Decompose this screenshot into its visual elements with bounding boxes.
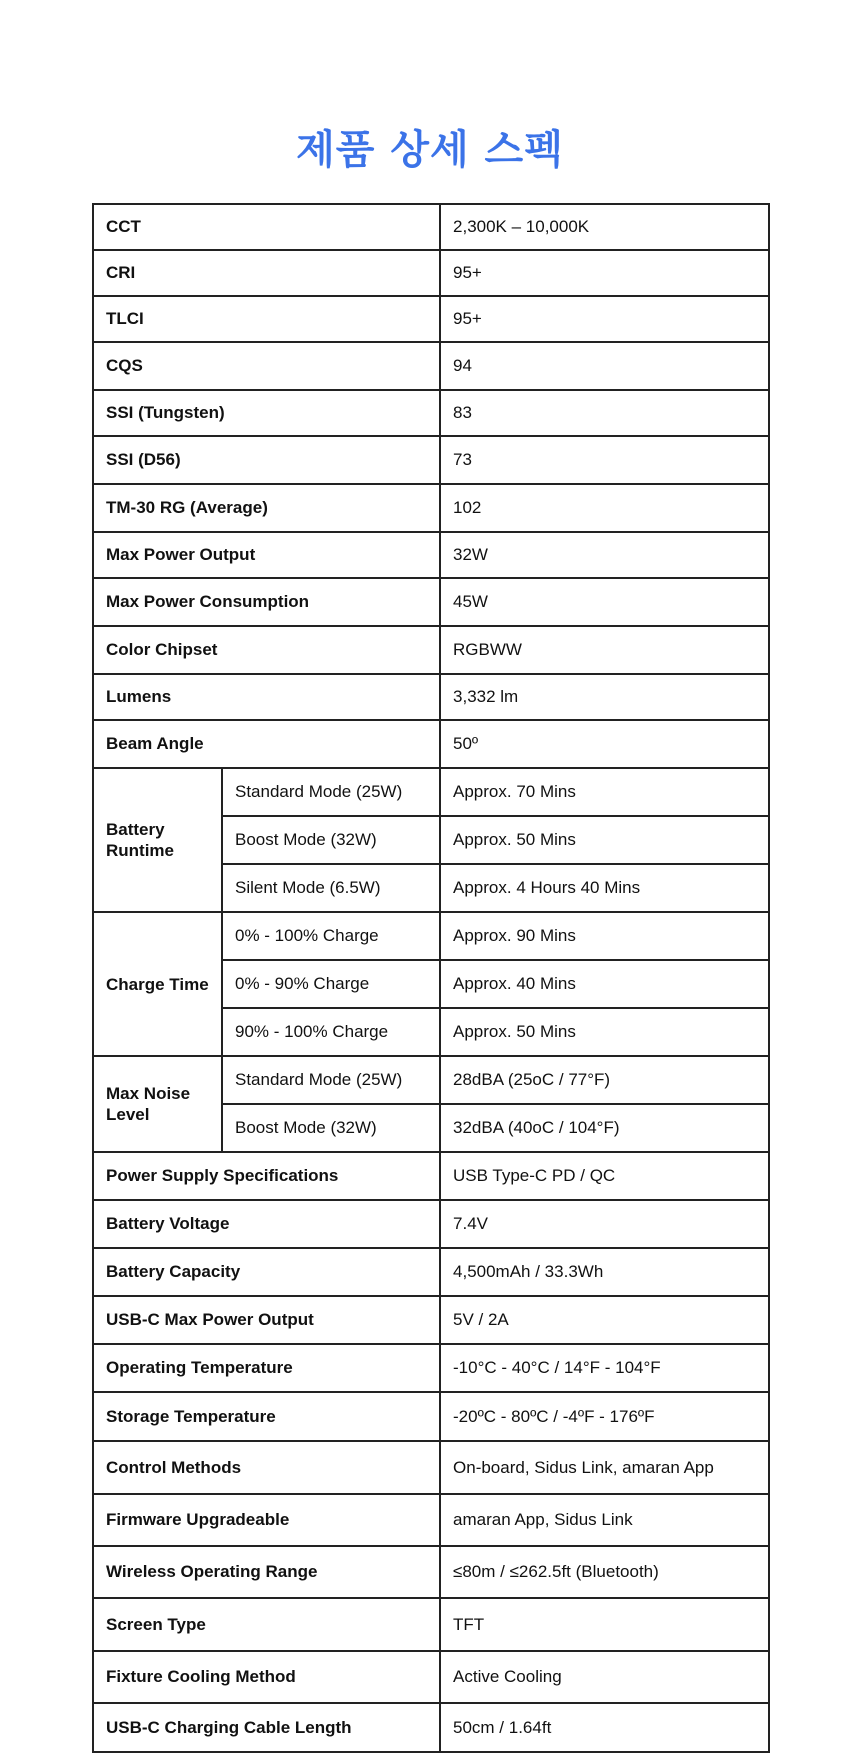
spec-value: Approx. 90 Mins (440, 912, 769, 960)
spec-value: Approx. 40 Mins (440, 960, 769, 1008)
spec-sub-label: Standard Mode (25W) (222, 768, 440, 816)
spec-value: 95+ (440, 250, 769, 296)
spec-sub-label: Silent Mode (6.5W) (222, 864, 440, 912)
spec-group-label: Max Noise Level (93, 1056, 222, 1152)
spec-value: 2,300K – 10,000K (440, 204, 769, 250)
spec-group-row (93, 768, 769, 816)
spec-label: Control Methods (93, 1441, 440, 1494)
spec-label: Firmware Upgradeable (93, 1494, 440, 1546)
spec-value: 102 (440, 484, 769, 532)
spec-row (93, 342, 769, 390)
spec-row (93, 1344, 769, 1392)
spec-sub-label: 0% - 90% Charge (222, 960, 440, 1008)
spec-row (93, 436, 769, 484)
spec-label: Wireless Operating Range (93, 1546, 440, 1598)
spec-label: Max Power Consumption (93, 578, 440, 626)
spec-value: Approx. 50 Mins (440, 1008, 769, 1056)
spec-row (93, 204, 769, 250)
spec-value: 83 (440, 390, 769, 436)
spec-label: USB-C Max Power Output (93, 1296, 440, 1344)
spec-value: 94 (440, 342, 769, 390)
spec-value: -10°C - 40°C / 14°F - 104°F (440, 1344, 769, 1392)
spec-row (93, 390, 769, 436)
spec-label: Screen Type (93, 1598, 440, 1651)
spec-group-row (93, 1056, 769, 1104)
spec-label: TM-30 RG (Average) (93, 484, 440, 532)
spec-value: 50cm / 1.64ft (440, 1703, 769, 1752)
spec-row (93, 1703, 769, 1752)
spec-value: 3,332 lm (440, 674, 769, 720)
spec-group-label: Charge Time (93, 912, 222, 1056)
spec-row (93, 1598, 769, 1651)
spec-row (93, 1248, 769, 1296)
spec-value: 28dBA (25oC / 77°F) (440, 1056, 769, 1104)
spec-label: Storage Temperature (93, 1392, 440, 1441)
spec-value: 95+ (440, 296, 769, 342)
spec-row (93, 296, 769, 342)
spec-label: Fixture Cooling Method (93, 1651, 440, 1703)
spec-label: Lumens (93, 674, 440, 720)
spec-value: 45W (440, 578, 769, 626)
spec-group-row (93, 912, 769, 960)
spec-row (93, 674, 769, 720)
spec-value: Approx. 4 Hours 40 Mins (440, 864, 769, 912)
spec-row (93, 1152, 769, 1200)
spec-sub-label: Boost Mode (32W) (222, 816, 440, 864)
spec-row (93, 1200, 769, 1248)
spec-value: 50º (440, 720, 769, 768)
spec-value: 73 (440, 436, 769, 484)
spec-label: Beam Angle (93, 720, 440, 768)
spec-row (93, 1494, 769, 1546)
spec-value: USB Type-C PD / QC (440, 1152, 769, 1200)
spec-label: Color Chipset (93, 626, 440, 674)
spec-value: TFT (440, 1598, 769, 1651)
spec-table (92, 203, 770, 1753)
spec-row (93, 250, 769, 296)
spec-row (93, 626, 769, 674)
spec-row (93, 1651, 769, 1703)
spec-value: On-board, Sidus Link, amaran App (440, 1441, 769, 1494)
spec-value: -20ºC - 80ºC / -4ºF - 176ºF (440, 1392, 769, 1441)
spec-value: 32W (440, 532, 769, 578)
spec-sub-label: 0% - 100% Charge (222, 912, 440, 960)
spec-label: Power Supply Specifications (93, 1152, 440, 1200)
spec-label: Max Power Output (93, 532, 440, 578)
spec-label: USB-C Charging Cable Length (93, 1703, 440, 1752)
spec-table-body (93, 204, 769, 1752)
spec-label: Battery Capacity (93, 1248, 440, 1296)
spec-row (93, 532, 769, 578)
spec-label: SSI (D56) (93, 436, 440, 484)
spec-row (93, 1546, 769, 1598)
spec-sub-label: Boost Mode (32W) (222, 1104, 440, 1152)
page-title: 제품 상세 스펙 (296, 127, 564, 173)
spec-value: 32dBA (40oC / 104°F) (440, 1104, 769, 1152)
spec-row (93, 1441, 769, 1494)
spec-value: RGBWW (440, 626, 769, 674)
spec-value: Active Cooling (440, 1651, 769, 1703)
spec-value: Approx. 50 Mins (440, 816, 769, 864)
spec-label: Battery Voltage (93, 1200, 440, 1248)
spec-value: amaran App, Sidus Link (440, 1494, 769, 1546)
spec-label: SSI (Tungsten) (93, 390, 440, 436)
spec-row (93, 578, 769, 626)
spec-label: Operating Temperature (93, 1344, 440, 1392)
spec-row (93, 1392, 769, 1441)
spec-sub-label: Standard Mode (25W) (222, 1056, 440, 1104)
spec-label: CRI (93, 250, 440, 296)
spec-label: CCT (93, 204, 440, 250)
spec-sub-label: 90% - 100% Charge (222, 1008, 440, 1056)
spec-group-label: Battery Runtime (93, 768, 222, 912)
spec-value: 4,500mAh / 33.3Wh (440, 1248, 769, 1296)
spec-label: TLCI (93, 296, 440, 342)
spec-row (93, 1296, 769, 1344)
spec-value: ≤80m / ≤262.5ft (Bluetooth) (440, 1546, 769, 1598)
spec-label: CQS (93, 342, 440, 390)
spec-row (93, 484, 769, 532)
spec-value: Approx. 70 Mins (440, 768, 769, 816)
spec-value: 5V / 2A (440, 1296, 769, 1344)
spec-value: 7.4V (440, 1200, 769, 1248)
spec-row (93, 720, 769, 768)
